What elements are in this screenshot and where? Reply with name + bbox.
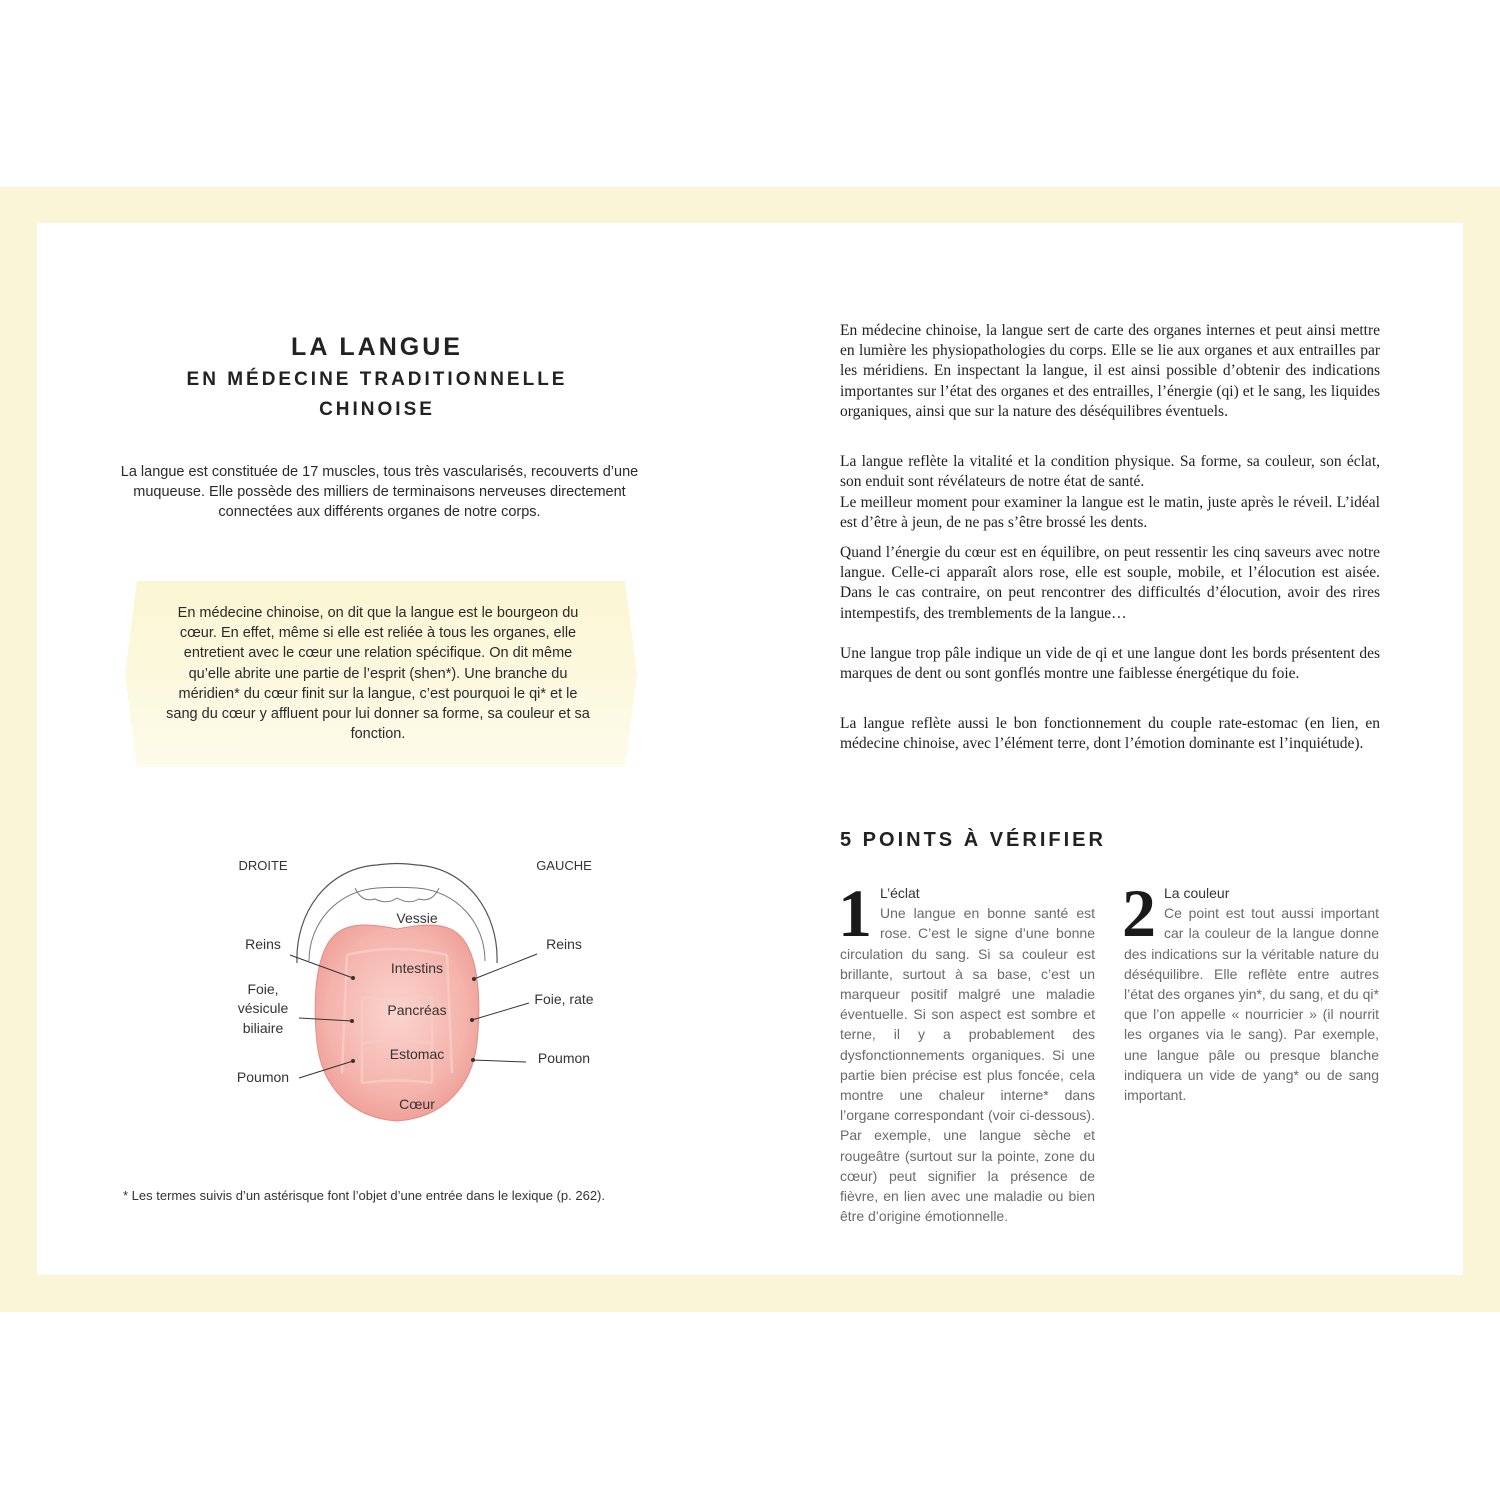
drop-cap-2: 2 — [1122, 875, 1156, 951]
zone-label-coeur: Cœur — [399, 1096, 435, 1112]
label-foie-line1: Foie, — [247, 981, 279, 997]
point-2-text: Ce point est tout aussi important car la couleur de la langue donne des indications sur la véritable nature du déséquilibre. Elle reflète entre autres l’état des organes yin*, du sang, et du qi* que l’on appelle « nourricier » (il nourrit les organes via le sang). Par exemple, une langue pâle ou presque blanche indiquera un vide de yang* ou de sang important. — [1124, 905, 1379, 1104]
intro-paragraph: La langue est constituée de 17 muscles, tous très vascularisés, recouverts d’une muqueuse. Elle possède des milliers de terminaisons nerveuses directement connectées aux différents organes de notre corps. — [120, 464, 639, 521]
paragraph-6: La langue reflète aussi le bon fonctionnement du couple rate-estomac (en lien, en médecine chinoise, avec l’élément terre, dont l’émotion dominante est l’inquiétude). — [840, 715, 1380, 753]
drop-cap-1: 1 — [838, 875, 872, 951]
side-label-left: GAUCHE — [536, 858, 592, 873]
page-title: LA LANGUE — [291, 333, 463, 361]
callout-text: En médecine chinoise, on dit que la langue est le bourgeon du cœur. En effet, même si elle est reliée à tous les organes, elle entretient avec le cœur une relation spécifique. On dit même qu’elle abrite une partie de l’esprit (shen*). Une branche du méridien* du cœur finit sur la langue, c’est pourquoi le qi* et le sang du cœur y affluent pour lui donner sa forme, sa couleur et sa fonction. — [166, 605, 590, 743]
label-reins-left: Reins — [245, 936, 281, 952]
paragraph-3: Le meilleur moment pour examiner la langue est le matin, juste après le réveil. L’idéal est d’être à jeun, de ne pas s’être brossé les dents. — [840, 494, 1380, 532]
point-1 — [838, 875, 1095, 1226]
point-1-text: Une langue en bonne santé est rose. C’est le signe d’une bonne circulation du sang. Si sa couleur est brillante, surtout à sa base, c’est un marqueur positif malgré une maladie éventuelle. Si son aspect est sombre et terne, il y a probablement des dysfonctionnements organiques. Si une partie bien précise est plus foncée, cela montre une chaleur interne* dans l’organe correspondant (voir ci-dessous). Par exemple, une langue sèche et rougeâtre (surtout sur la pointe, zone du cœur) peut signifier la présence de fièvre, en lien avec une maladie ou bien être d’origine émotionnelle. — [840, 905, 1095, 1225]
label-reins-right: Reins — [546, 936, 582, 952]
page-subtitle-line1: EN MÉDECINE TRADITIONNELLE — [186, 369, 568, 390]
paragraph-4: Quand l’énergie du cœur est en équilibre, on peut ressentir les cinq saveurs avec notre langue. Celle-ci apparaît alors rose, elle est souple, mobile, et l’élocution est aisée. Dans le cas contraire, on peut rencontrer des difficultés d’élocution, avoir des rires intempestifs, des tremblements de la langue… — [840, 544, 1380, 622]
teeth-icon — [355, 888, 439, 902]
paragraph-5: Une langue trop pâle indique un vide de qi et une langue dont les bords présentent des marques de dent ou sont gonflés montre une faiblesse énergétique du foie. — [840, 645, 1380, 683]
zone-label-estomac: Estomac — [389, 1046, 445, 1062]
zone-label-pancreas: Pancréas — [387, 1002, 447, 1018]
label-foie-line2: vésicule — [237, 1000, 289, 1016]
side-label-right: DROITE — [238, 858, 288, 873]
tongue-diagram — [177, 843, 597, 1143]
label-foie-line3: biliaire — [242, 1020, 284, 1036]
zone-label-intestins: Intestins — [390, 960, 444, 976]
zone-label-vessie: Vessie — [396, 910, 438, 926]
paragraph-2: La langue reflète la vitalité et la condition physique. Sa forme, sa couleur, son éclat, son enduit sont révélateurs de notre état de santé. — [840, 453, 1380, 491]
paragraph-1: En médecine chinoise, la langue sert de carte des organes internes et peut ainsi mettre en lumière les physiopathologies du corps. Elle se lie aux organes et aux entrailles par les méridiens. En inspectant la langue, il est ainsi possible d’obtenir des indications importantes sur l’état des organes et des entrailles, l’énergie (qi) et le sang, les liquides organiques, ainsi que sur la nature des déséquilibres éventuels. — [840, 322, 1380, 420]
book-spread — [37, 223, 1463, 1275]
page-subtitle-line2: CHINOISE — [319, 399, 435, 420]
point-2-title: La couleur — [1164, 885, 1230, 901]
label-poumon-right: Poumon — [537, 1050, 591, 1066]
section-title: 5 POINTS À VÉRIFIER — [840, 829, 1106, 851]
point-2 — [1122, 875, 1379, 1105]
footnote: * Les termes suivis d’un astérisque font l’objet d’une entrée dans le lexique (p. 262). — [123, 1188, 606, 1203]
label-poumon-left: Poumon — [236, 1069, 290, 1085]
tongue-body — [315, 925, 479, 1121]
label-foie-rate: Foie, rate — [534, 991, 594, 1007]
point-1-title: L’éclat — [880, 885, 920, 901]
